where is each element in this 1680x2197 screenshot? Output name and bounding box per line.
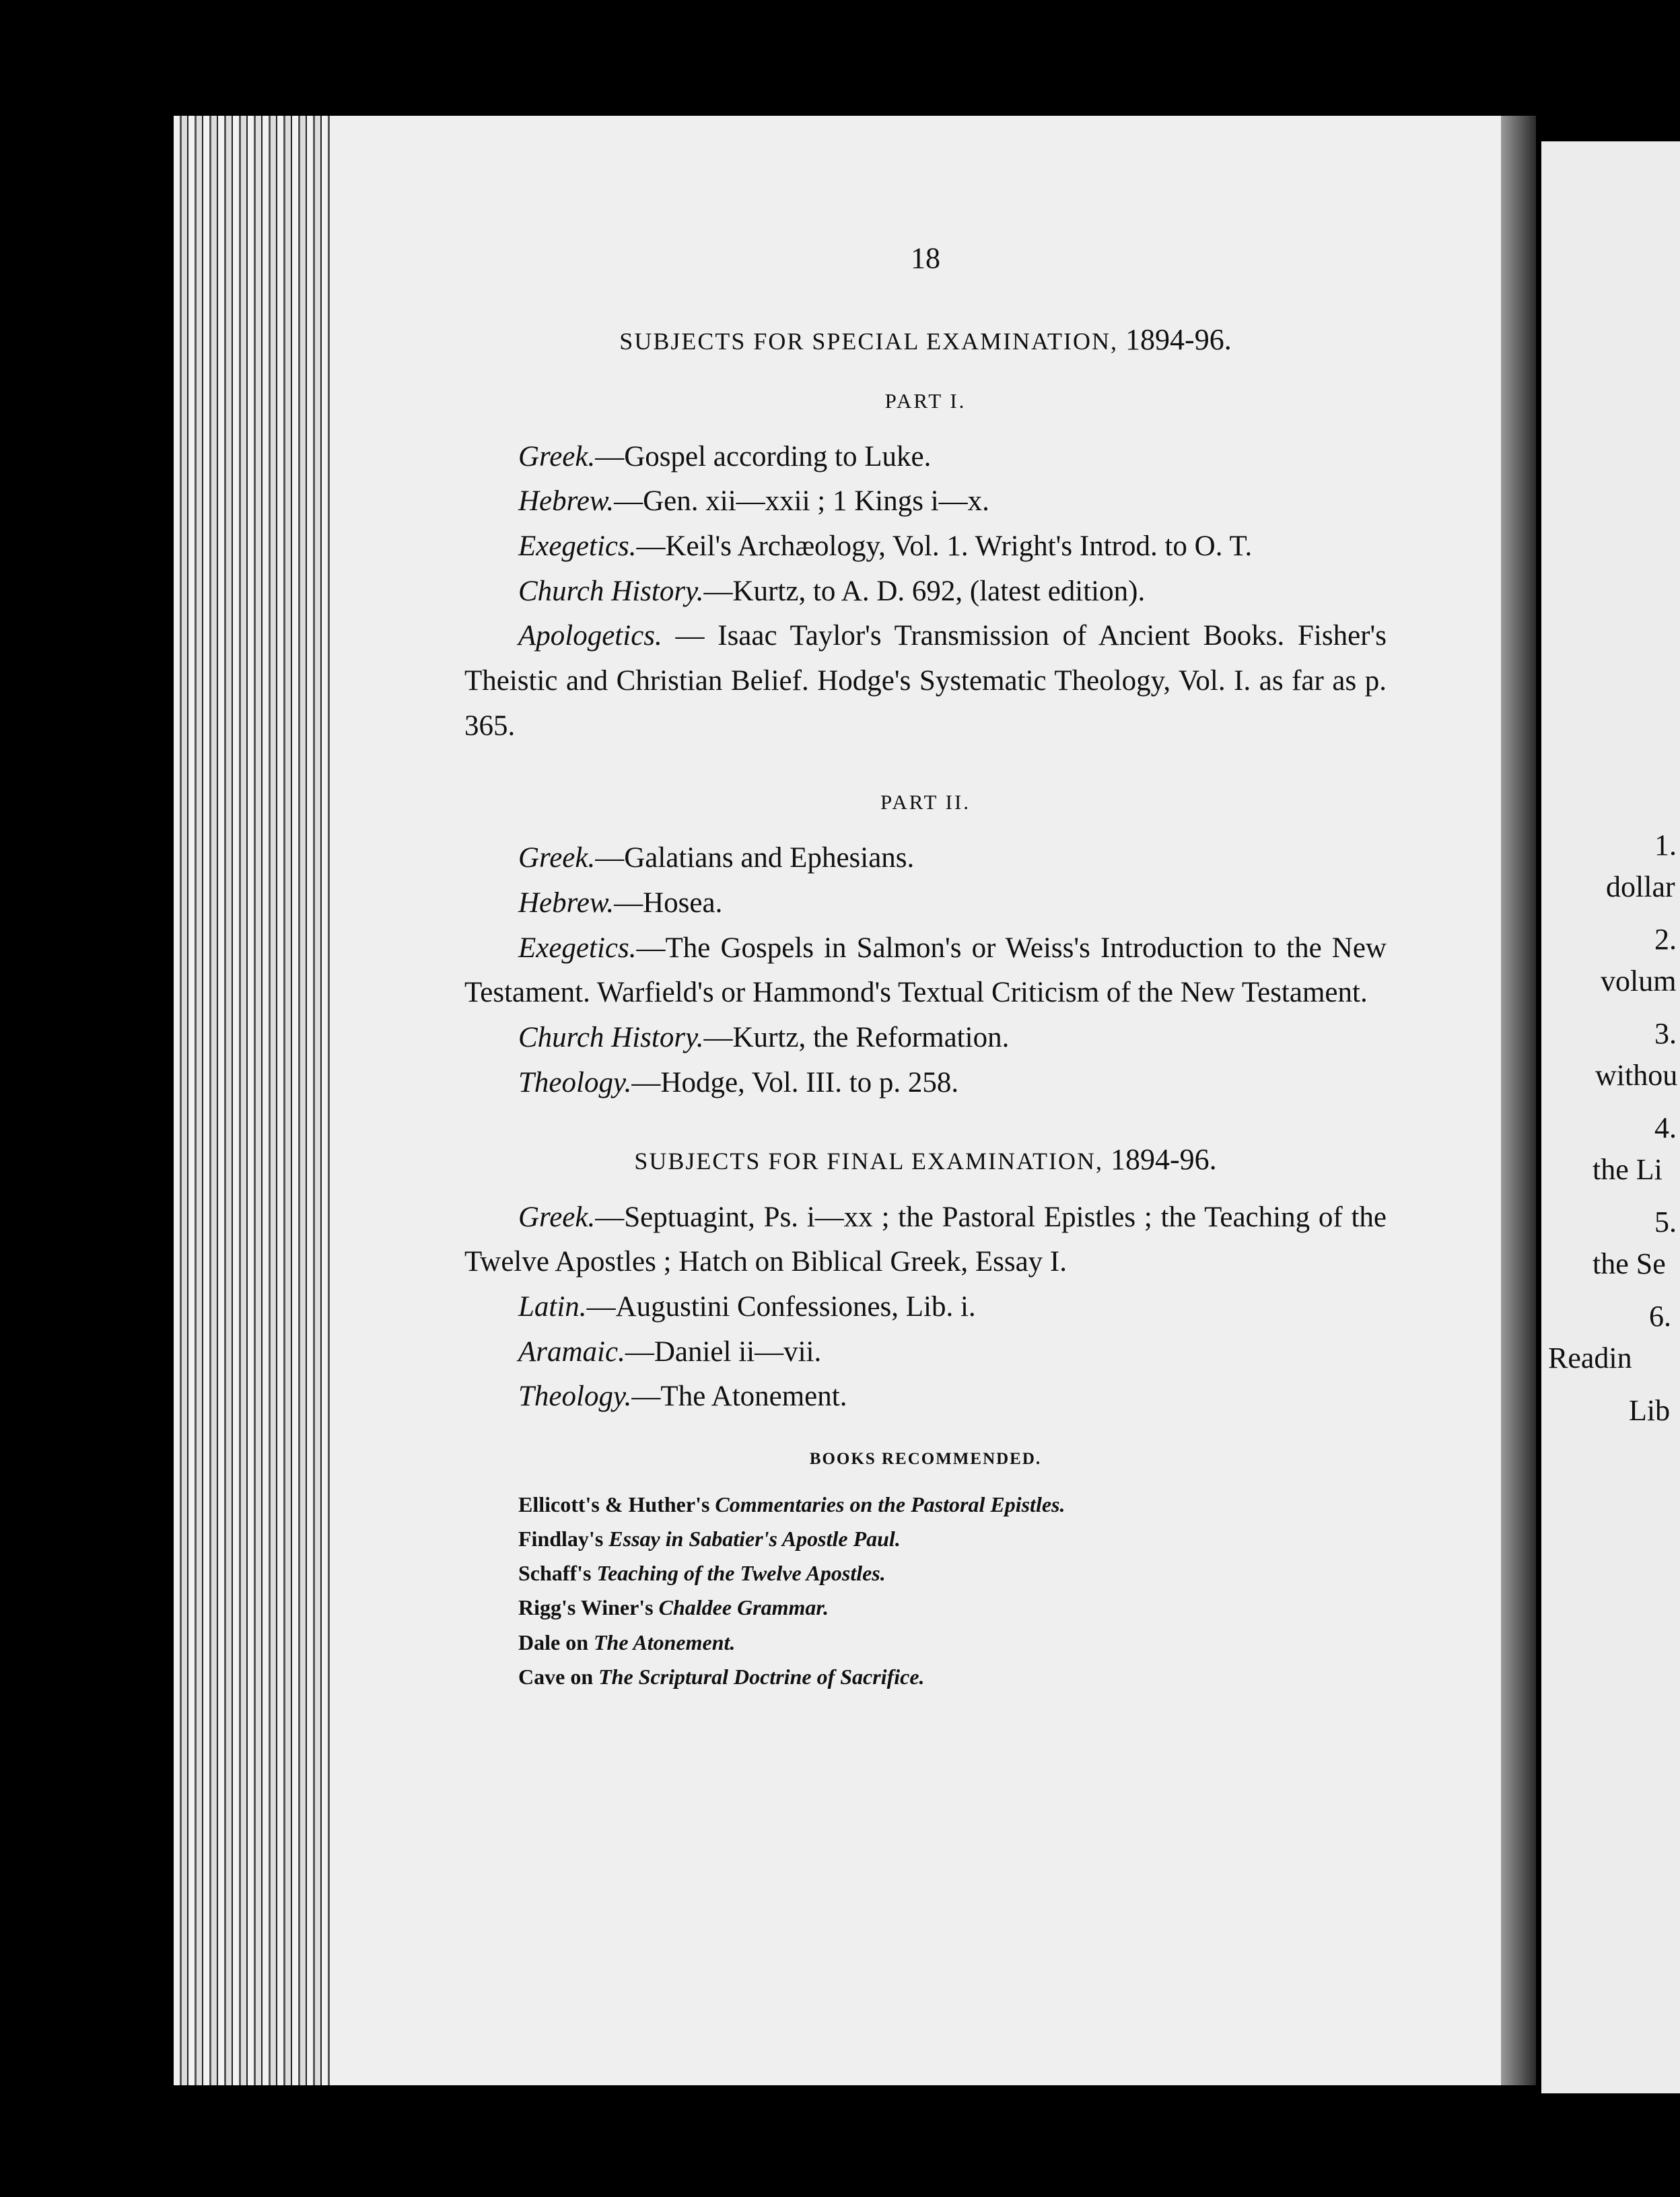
- entry-subject: Apologetics.: [518, 620, 662, 652]
- page-number: 18: [911, 242, 940, 275]
- facing-page-fragment: 6.: [1649, 1300, 1671, 1333]
- facing-page-fragment: withou: [1595, 1059, 1678, 1092]
- book-work: Essay in Sabatier's Apostle Paul.: [608, 1526, 901, 1551]
- entry-subject: Theology.: [518, 1381, 632, 1413]
- page-edges: [174, 116, 330, 2085]
- facing-page-fragment: 2.: [1654, 923, 1677, 956]
- entry-subject: Greek.: [518, 1201, 596, 1233]
- entry-subject: Church History.: [518, 575, 704, 607]
- exam-entry: [464, 614, 1387, 748]
- facing-page-fragment: dollar: [1606, 870, 1675, 903]
- book-author: Cave on: [518, 1664, 599, 1689]
- book-author: Ellicott's & Huther's: [518, 1492, 715, 1516]
- exam-entry: [464, 524, 1387, 569]
- entry-text: —The Atonement.: [631, 1381, 847, 1413]
- entry-text: —Daniel ii—vii.: [625, 1335, 822, 1368]
- facing-page-fragment: 5.: [1654, 1206, 1677, 1239]
- entry-subject: Hebrew.: [518, 485, 615, 518]
- entry-text: — Isaac Taylor's Transmission of Ancient Books. Fisher's Theistic and Christian Belief. Hodge's Systematic Theology, Vol. I. as far as p. 365.: [464, 620, 1387, 742]
- exam-entry: [464, 1330, 1387, 1375]
- book-author: Schaff's: [518, 1561, 597, 1586]
- entry-subject: Exegetics.: [518, 530, 637, 563]
- facing-page-fragment: Readin: [1548, 1341, 1632, 1374]
- entry-subject: Hebrew.: [518, 887, 615, 919]
- part-1-title: PART I.: [884, 388, 967, 413]
- heading-title: SUBJECTS FOR FINAL EXAMINATION,: [634, 1148, 1104, 1175]
- heading-years: 1894-96.: [1111, 1143, 1217, 1177]
- exam-entry: [464, 926, 1387, 1016]
- entry-subject: Exegetics.: [518, 932, 637, 964]
- entry-subject: Aramaic.: [518, 1335, 625, 1368]
- entry-text: —Gospel according to Luke.: [595, 440, 932, 473]
- entry-subject: Greek.: [518, 440, 596, 473]
- part-2-title: PART II.: [880, 790, 971, 814]
- book-gutter: [1501, 116, 1536, 2085]
- facing-page: [1541, 141, 1680, 2093]
- entry-subject: Theology.: [518, 1066, 632, 1098]
- entry-text: —Kurtz, to A. D. 692, (latest edition).: [703, 575, 1146, 607]
- entry-text: —Septuagint, Ps. i—xx ; the Pastoral Epistles ; the Teaching of the Twelve Apostles ; Hatch on Biblical Greek, Essay I.: [464, 1201, 1387, 1278]
- facing-page-fragment: Lib: [1629, 1394, 1671, 1427]
- facing-page-fragment: 1.: [1654, 829, 1677, 862]
- entry-text: —Gen. xii—xxii ; 1 Kings i—x.: [614, 485, 989, 518]
- facing-page-fragment: the Li: [1593, 1153, 1663, 1186]
- book-item: [518, 1591, 1387, 1625]
- facing-page-fragment: 3.: [1654, 1017, 1677, 1050]
- exam-entry: [464, 836, 1387, 881]
- entry-text: —The Gospels in Salmon's or Weiss's Introduction to the New Testament. Warfield's or Hammond's Textual Criticism of the New Testament.: [464, 932, 1387, 1009]
- exam-entry: [464, 479, 1387, 524]
- exam-entry: [464, 1016, 1387, 1061]
- exam-entry: [464, 1195, 1387, 1285]
- book-item: [518, 1522, 1387, 1556]
- entry-subject: Latin.: [518, 1291, 587, 1323]
- entry-subject: Church History.: [518, 1021, 704, 1053]
- exam-entry: [464, 1285, 1387, 1330]
- entry-text: —Galatians and Ephesians.: [595, 842, 915, 874]
- exam-entry: [464, 1061, 1387, 1106]
- final-exam-heading: [464, 1139, 1387, 1181]
- heading-title: SUBJECTS FOR SPECIAL EXAMINATION,: [619, 328, 1119, 355]
- facing-page-fragment: volum: [1601, 965, 1677, 998]
- entry-subject: Greek.: [518, 842, 596, 874]
- book-author: Findlay's: [518, 1526, 609, 1551]
- book-author: Rigg's Winer's: [518, 1595, 659, 1620]
- exam-entry: [464, 435, 1387, 480]
- books-recommended-heading: BOOKS RECOMMENDED.: [809, 1450, 1042, 1468]
- book-work: The Scriptural Doctrine of Sacrifice.: [598, 1664, 925, 1689]
- book-work: The Atonement.: [594, 1630, 736, 1654]
- book-item: [518, 1556, 1387, 1591]
- entry-text: —Hosea.: [614, 887, 723, 919]
- entry-text: —Augustini Confessiones, Lib. i.: [586, 1291, 976, 1323]
- entry-text: —Kurtz, the Reformation.: [703, 1021, 1010, 1053]
- book-work: Commentaries on the Pastoral Epistles.: [715, 1492, 1065, 1516]
- exam-entry: [464, 569, 1387, 615]
- special-exam-heading: [464, 319, 1387, 361]
- book-work: Teaching of the Twelve Apostles.: [596, 1561, 886, 1586]
- book-author: Dale on: [518, 1630, 594, 1654]
- entry-text: —Hodge, Vol. III. to p. 258.: [631, 1066, 959, 1098]
- book-work: Chaldee Grammar.: [658, 1595, 829, 1620]
- facing-page-fragment: the Se: [1593, 1247, 1666, 1280]
- heading-years: 1894-96.: [1125, 323, 1232, 357]
- book-item: [518, 1488, 1387, 1522]
- book-item: [518, 1660, 1387, 1694]
- exam-entry: [464, 881, 1387, 926]
- facing-page-fragment: 4.: [1654, 1111, 1677, 1144]
- page-text: [464, 236, 1387, 1694]
- exam-entry: [464, 1374, 1387, 1420]
- book-item: [518, 1626, 1387, 1660]
- entry-text: —Keil's Archæology, Vol. 1. Wright's Introd. to O. T.: [636, 530, 1253, 563]
